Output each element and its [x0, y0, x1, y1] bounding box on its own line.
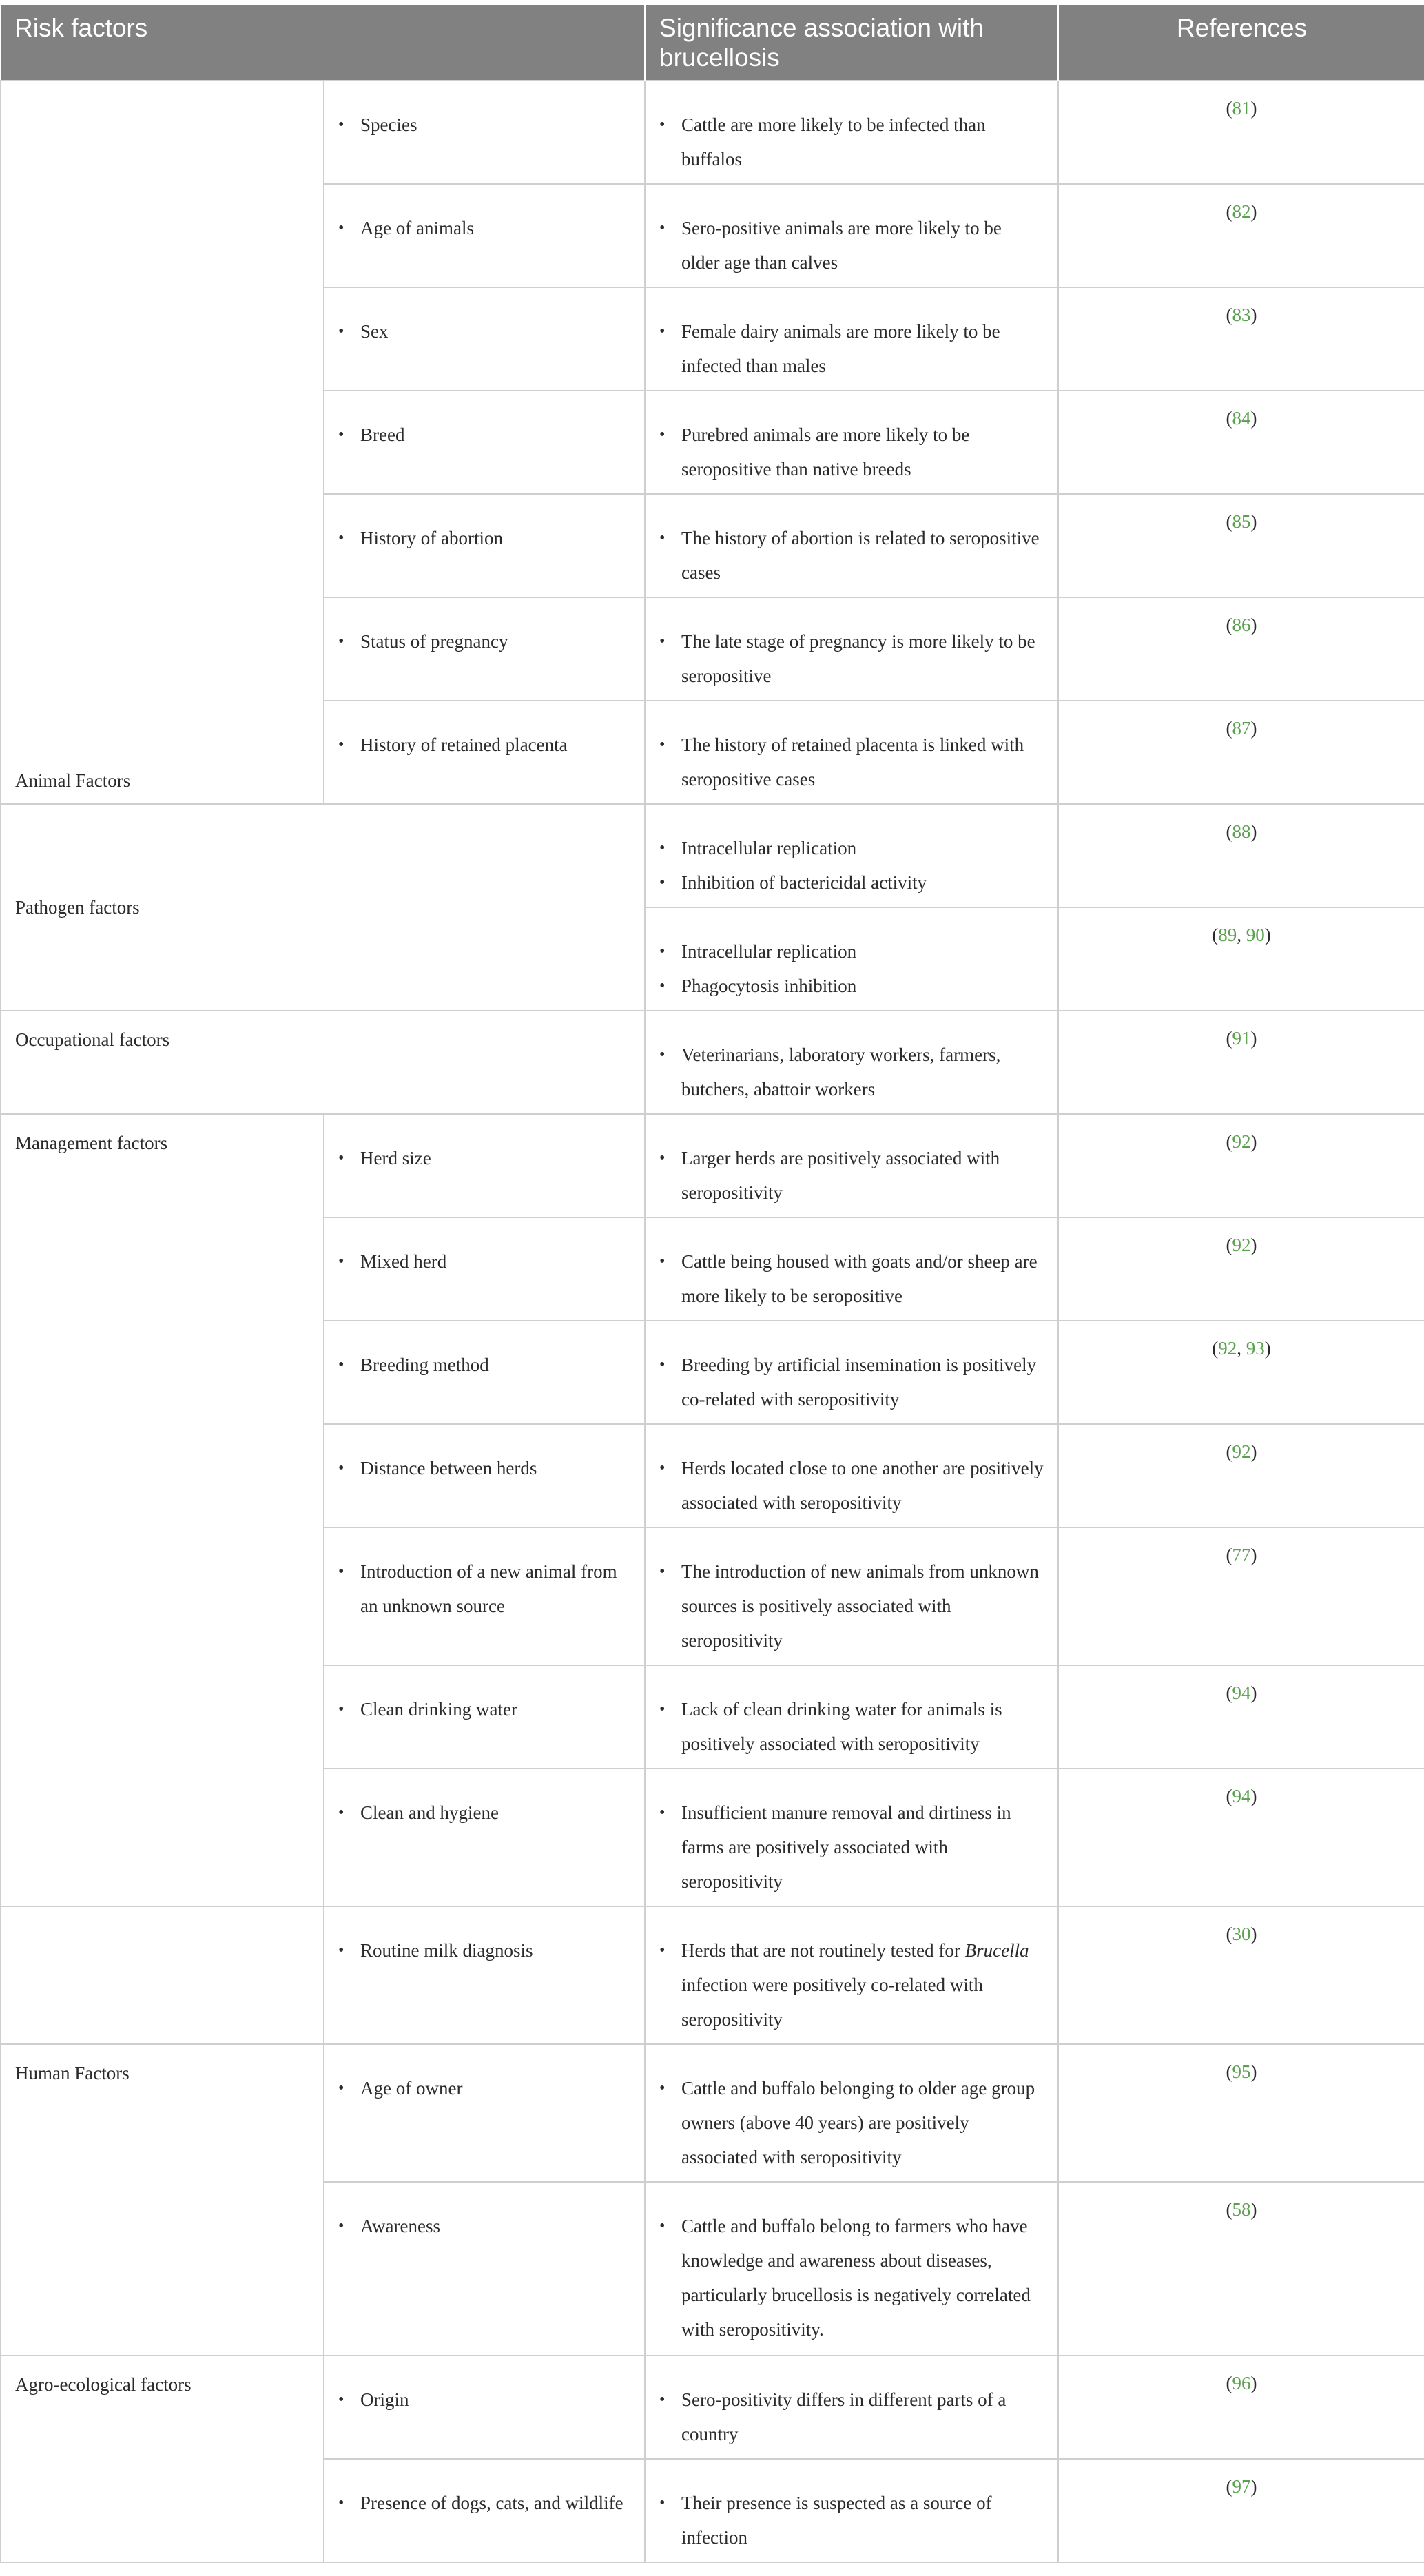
bullet-icon: •: [659, 1804, 665, 1822]
factor-text: Breed: [360, 424, 405, 445]
table-header-row: [1, 5, 1424, 81]
significance-text: The history of retained placenta is linked with seropositive cases: [681, 734, 1024, 790]
bullet-icon: •: [338, 736, 344, 754]
bullet-icon: •: [659, 2391, 665, 2409]
reference-cell: (95): [1058, 2044, 1424, 2182]
significance-text: Insufficient manure removal and dirtiness in farms are positively associated with seropositivity: [681, 1802, 1011, 1892]
factor-cell: [324, 494, 645, 597]
reference-link[interactable]: 93: [1246, 1338, 1265, 1359]
significance-text: Intracellular replication: [681, 941, 857, 962]
header-significance-line2: brucellosis: [659, 43, 780, 72]
factor-cell: [324, 1769, 645, 1906]
significance-cell: [645, 391, 1058, 494]
bullet-icon: •: [338, 1563, 344, 1580]
factor-cell: [324, 1424, 645, 1527]
header-significance-line1: Significance association with: [659, 14, 984, 42]
category-pathogen-factors: Pathogen factors: [1, 804, 645, 1011]
reference-cell: (92): [1058, 1217, 1424, 1321]
bullet-icon: •: [659, 1700, 665, 1718]
significance-text-end: infection were positively co-related with seropositivity: [681, 1975, 983, 2030]
factor-text: Mixed herd: [360, 1251, 447, 1272]
reference-link[interactable]: 30: [1232, 1924, 1251, 1944]
reference-cell: (88): [1058, 804, 1424, 907]
significance-text: The history of abortion is related to seropositive cases: [681, 528, 1040, 583]
bullet-icon: •: [338, 1459, 344, 1477]
reference-link[interactable]: 92: [1218, 1338, 1237, 1359]
risk-factors-table: [0, 5, 1424, 2563]
bullet-icon: •: [659, 977, 665, 995]
reference-link[interactable]: 77: [1232, 1545, 1251, 1565]
reference-cell: (84): [1058, 391, 1424, 494]
factor-cell: [324, 1906, 645, 2044]
category-management-factors: Management factors: [1, 1114, 324, 1906]
table-row: [1, 1906, 1424, 2044]
bullet-icon: •: [659, 2079, 665, 2097]
reference-link[interactable]: 85: [1232, 511, 1251, 532]
reference-link[interactable]: 81: [1232, 98, 1251, 119]
bullet-icon: •: [338, 2079, 344, 2097]
reference-cell: (94): [1058, 1665, 1424, 1769]
significance-cell: [645, 1114, 1058, 1217]
reference-cell: (94): [1058, 1769, 1424, 1906]
factor-text: Clean drinking water: [360, 1699, 517, 1720]
header-risk-factors: Risk factors: [1, 5, 645, 81]
bullet-icon: •: [659, 874, 665, 892]
significance-cell: [645, 1217, 1058, 1321]
significance-cell: [645, 494, 1058, 597]
bullet-icon: •: [659, 736, 665, 754]
significance-cell: [645, 1906, 1058, 2044]
reference-link[interactable]: 96: [1232, 2373, 1251, 2393]
factor-text: Species: [360, 114, 417, 135]
significance-cell: [645, 597, 1058, 701]
table-row: [1, 804, 1424, 907]
factor-text: Awareness: [360, 2216, 440, 2236]
bullet-icon: •: [338, 2494, 344, 2512]
reference-cell: (30): [1058, 1906, 1424, 2044]
bullet-icon: •: [659, 1149, 665, 1167]
header-significance: [645, 5, 1058, 81]
significance-cell: [645, 287, 1058, 391]
bullet-icon: •: [659, 1046, 665, 1064]
factor-text: Herd size: [360, 1148, 431, 1168]
significance-text: Purebred animals are more likely to be seropositive than native breeds: [681, 424, 970, 480]
significance-text: Larger herds are positively associated with seropositivity: [681, 1148, 1000, 1203]
significance-text: The introduction of new animals from unknown sources is positively associated with seropositivity: [681, 1561, 1039, 1651]
bullet-icon: •: [659, 2494, 665, 2512]
bullet-icon: •: [659, 1563, 665, 1580]
reference-cell: (97): [1058, 2459, 1424, 2562]
significance-text: Female dairy animals are more likely to be infected than males: [681, 321, 1000, 376]
significance-text: Their presence is suspected as a source of infection: [681, 2493, 992, 2548]
bullet-icon: •: [659, 942, 665, 960]
bullet-icon: •: [659, 2217, 665, 2235]
factor-text: Routine milk diagnosis: [360, 1940, 533, 1961]
reference-cell: (77): [1058, 1527, 1424, 1665]
bullet-icon: •: [338, 1700, 344, 1718]
bullet-icon: •: [338, 116, 344, 134]
category-agro-ecological-factors: Agro-ecological factors: [1, 2356, 324, 2562]
bullet-icon: •: [338, 632, 344, 650]
factor-cell: [324, 597, 645, 701]
factor-cell: [324, 391, 645, 494]
factor-cell: [324, 1321, 645, 1424]
reference-link[interactable]: 58: [1232, 2199, 1251, 2220]
reference-link[interactable]: 94: [1232, 1682, 1251, 1703]
bullet-icon: •: [659, 1459, 665, 1477]
category-occupational-factors: Occupational factors: [1, 1011, 645, 1114]
reference-link[interactable]: 95: [1232, 2061, 1251, 2082]
bullet-icon: •: [338, 322, 344, 340]
significance-cell: [645, 804, 1058, 907]
significance-cell: [645, 2182, 1058, 2356]
significance-cell: [645, 1527, 1058, 1665]
table-row: [1, 1011, 1424, 1114]
factor-cell: [324, 1665, 645, 1769]
reference-link[interactable]: 94: [1232, 1786, 1251, 1806]
factor-cell: [324, 2356, 645, 2459]
reference-cell: (87): [1058, 701, 1424, 804]
category-human-factors: Human Factors: [1, 2044, 324, 2356]
bullet-icon: •: [338, 1149, 344, 1167]
reference-link[interactable]: 89: [1218, 925, 1237, 945]
bullet-icon: •: [659, 1356, 665, 1374]
reference-link[interactable]: 92: [1232, 1235, 1251, 1255]
reference-cell: (81): [1058, 81, 1424, 184]
bullet-icon: •: [338, 1941, 344, 1959]
bullet-icon: •: [659, 839, 665, 857]
reference-cell: (86): [1058, 597, 1424, 701]
bullet-icon: •: [338, 2217, 344, 2235]
factor-text: Sex: [360, 321, 389, 342]
table-row: [1, 2356, 1424, 2459]
reference-link[interactable]: 90: [1246, 925, 1265, 945]
table-row: [1, 1114, 1424, 1217]
significance-text: Cattle and buffalo belonging to older age group owners (above 40 years) are positively associated with seropositivity: [681, 2078, 1035, 2167]
reference-cell: (58): [1058, 2182, 1424, 2356]
reference-link[interactable]: 97: [1232, 2476, 1251, 2497]
significance-cell: [645, 184, 1058, 287]
significance-cell: [645, 701, 1058, 804]
significance-text: Intracellular replication: [681, 838, 857, 858]
significance-text: Inhibition of bactericidal activity: [681, 872, 927, 893]
header-references: References: [1058, 5, 1424, 81]
reference-link[interactable]: 82: [1232, 201, 1251, 222]
significance-text: Breeding by artificial insemination is positively co-related with seropositivity: [681, 1354, 1037, 1410]
factor-cell: [324, 184, 645, 287]
factor-text: Age of owner: [360, 2078, 463, 2099]
factor-cell: [324, 2044, 645, 2182]
reference-link[interactable]: 86: [1232, 615, 1251, 635]
category-animal-factors: Animal Factors: [1, 81, 324, 804]
factor-text: Origin: [360, 2389, 409, 2410]
reference-link[interactable]: 87: [1232, 718, 1251, 739]
bullet-icon: •: [338, 2391, 344, 2409]
significance-cell: [645, 2044, 1058, 2182]
factor-text: Status of pregnancy: [360, 631, 508, 652]
significance-cell: [645, 2356, 1058, 2459]
significance-text: The late stage of pregnancy is more likely to be seropositive: [681, 631, 1035, 686]
bullet-icon: •: [659, 219, 665, 237]
factor-cell: [324, 287, 645, 391]
brucella-italic: Brucella: [964, 1940, 1029, 1961]
significance-text-start: Herds that are not routinely tested for: [681, 1940, 960, 1961]
bullet-icon: •: [659, 426, 665, 444]
significance-text: Sero-positive animals are more likely to be older age than calves: [681, 218, 1002, 273]
bullet-icon: •: [338, 1804, 344, 1822]
significance-cell: [645, 1321, 1058, 1424]
significance-text: Veterinarians, laboratory workers, farmers, butchers, abattoir workers: [681, 1044, 1001, 1100]
factor-text: Distance between herds: [360, 1458, 537, 1478]
reference-link[interactable]: 92: [1232, 1131, 1251, 1152]
bullet-icon: •: [659, 632, 665, 650]
significance-text: Herds located close to one another are positively associated with seropositivity: [681, 1458, 1044, 1513]
factor-cell: [324, 701, 645, 804]
significance-text: Cattle being housed with goats and/or sheep are more likely to be seropositive: [681, 1251, 1038, 1306]
bullet-icon: •: [338, 426, 344, 444]
factor-cell: [324, 1217, 645, 1321]
category-empty: [1, 1906, 324, 2044]
significance-cell: [645, 907, 1058, 1011]
bullet-icon: •: [659, 116, 665, 134]
significance-text: Cattle and buffalo belong to farmers who have knowledge and awareness about diseases, particularly brucellosis is negatively correlated with seropositivity.: [681, 2216, 1031, 2340]
significance-text: Phagocytosis inhibition: [681, 976, 857, 996]
significance-cell: [645, 81, 1058, 184]
bullet-icon: •: [659, 529, 665, 547]
table-row: [1, 2044, 1424, 2182]
reference-link[interactable]: 91: [1232, 1028, 1251, 1049]
factor-text: History of abortion: [360, 528, 503, 548]
significance-cell: [645, 1011, 1058, 1114]
significance-cell: [645, 2459, 1058, 2562]
significance-text: Lack of clean drinking water for animals is positively associated with seropositivity: [681, 1699, 1002, 1754]
factor-text: Introduction of a new animal from an unknown source: [360, 1561, 617, 1616]
bullet-icon: •: [338, 529, 344, 547]
bullet-icon: •: [659, 1941, 665, 1959]
reference-cell: (83): [1058, 287, 1424, 391]
reference-cell: (85): [1058, 494, 1424, 597]
reference-link[interactable]: 92: [1232, 1441, 1251, 1462]
factor-cell: [324, 2182, 645, 2356]
bullet-icon: •: [659, 322, 665, 340]
factor-text: Clean and hygiene: [360, 1802, 499, 1823]
reference-cell: (91): [1058, 1011, 1424, 1114]
reference-link[interactable]: 88: [1232, 821, 1251, 842]
bullet-icon: •: [338, 219, 344, 237]
factor-cell: [324, 81, 645, 184]
significance-cell: [645, 1665, 1058, 1769]
reference-cell: (89, 90): [1058, 907, 1424, 1011]
reference-cell: (92, 93): [1058, 1321, 1424, 1424]
significance-cell: [645, 1424, 1058, 1527]
bullet-icon: •: [338, 1356, 344, 1374]
reference-link[interactable]: 83: [1232, 305, 1251, 325]
factor-cell: [324, 2459, 645, 2562]
factor-text: Presence of dogs, cats, and wildlife: [360, 2493, 623, 2513]
significance-text: Sero-positivity differs in different parts of a country: [681, 2389, 1007, 2444]
reference-cell: (92): [1058, 1424, 1424, 1527]
bullet-icon: •: [659, 1253, 665, 1270]
significance-cell: [645, 1769, 1058, 1906]
factor-cell: [324, 1114, 645, 1217]
bullet-icon: •: [338, 1253, 344, 1270]
factor-cell: [324, 1527, 645, 1665]
factor-text: History of retained placenta: [360, 734, 568, 755]
factor-text: Age of animals: [360, 218, 474, 238]
reference-cell: (82): [1058, 184, 1424, 287]
reference-cell: (96): [1058, 2356, 1424, 2459]
reference-cell: (92): [1058, 1114, 1424, 1217]
factor-text: Breeding method: [360, 1354, 489, 1375]
significance-text: Cattle are more likely to be infected than buffalos: [681, 114, 986, 169]
reference-link[interactable]: 84: [1232, 408, 1251, 429]
table-row: [1, 81, 1424, 184]
